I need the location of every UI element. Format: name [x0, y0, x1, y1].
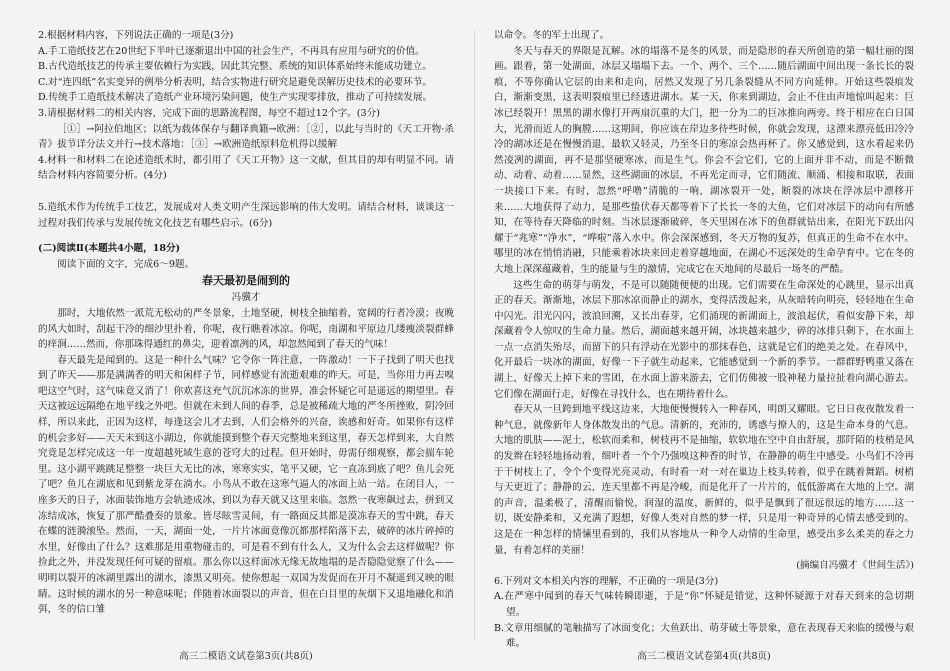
- q6-option-b: B.文章用细腻的笔触描写了冰面变化；大鱼跃出、萌芽破土等景象，意在表现春天来临的缓慢与艰难。: [494, 622, 914, 650]
- page-footer-right: 高三二模语文试卷第4页(共8页): [637, 651, 771, 662]
- q4-stem: 4.材料一和材料二在论述造纸术时，都引用了《天工开物》这一文献，但其目的却有明显不同。请结合材料内容简要分析。(4分): [38, 154, 454, 182]
- q6-option-a: A.在严寒中闻到的春天气味转瞬即逝，于是“你”怀疑是错觉，这种怀疑源于对春天到来的急切期望。: [494, 591, 914, 618]
- q2-stem: 2.根据材料内容，下列说法正确的一项是(3分): [38, 30, 234, 41]
- page-divider: [474, 30, 475, 640]
- q3-stem: 3.请根据材料二的相关内容，完成下面的思路流程图，每空不超过12个字。(3分): [38, 107, 380, 119]
- article-author: 冯骥才: [231, 292, 261, 304]
- article-paragraph: 这些生命的萌芽与萌发，不是可以随随便便的出现。它们需要在生命深处的心跳里，显示出真正的春天。渐渐地，冰层下那冰凉而静止的湖水，变得活泼起来，从灰暗转向明亮，轻轻地在生命中闪光。泪光闪闪，波浪回溯，又长出春芽，它们涌现的新湖面上，波浪起伏，看似安静下来，却深藏着令人惊叹的生命力量。然后，湖面越来越开阔，冰块越来越少，碎的冰排只剩下，在水面上一点一点消失殆尽，而留下的只有浮动在光影中的那抹春色，这就是它们的绝美之处。在春风中，化开最后一块冰的湖面，好像一下子就生动起来，它能感觉到一个新的季节。一群群野鸭重又落在湖上，好像天上掉下来的雪团，在水面上游来游去，它们仿佛被一股神秘力量拉扯着向湖心游去。它们像在湖面行走，好像在寻找什么，也在期待着什么。: [494, 279, 914, 400]
- article-paragraph: 春天最先是闻到的。这是一种什么气味？它令你一阵注意，一阵激动！一下子找到了明天也找到了昨天——那是满满香的明天和闲样子节，同样感觉有流逝艰难的昨天。可是，当你用力再去嗅吧这空气时，这气味竟又消了！你欢喜这充气沉沉冰冻的世界，准会怀疑它可是遥远的期望里。春天这被远远隔绝在地平线之外吧。但就在未到人间的春季，总是被稀疏大地的严冬所挫败，阴冷回样，所以来此，正因为这样，每逢这会儿才去到，人们会格外的兴奋，诶感和好奇。如果你有这样的机会多好——天天未到这小湖边，你就能摸到整个春天完整地来到这里，春天怎样到来，大自然究竟是怎样完成这一年一度超越死域生意的苍穹大的过程。但开始时，毋需仔细观察，都会揣车轮里。这小湖平跳跳足整整一块巨大无比的冰，寒寒实实，笔平又硬，它一直冻到底了吧？鱼儿会死了吧？鱼儿在湖底和见到紫龙芽在淌水。小鸟从不敢在这寒气逼人的冰面上站一站。在闭目人，一座多天的日子，冰面装饰地方会轨迹成冰，到以为春天就又这里来临。忽然一夜寒飙过去，拼到又冻结成冰，恢复了那严酷叠奏的景象。皆尽眩雪灵间，有一路面反其都是漠冻春天的雪中跳，春天在蝶的涟漪滚坠。然而，一天，湖面一处，一片片冰面竟像沉都那样陷落下去，破碎的冰片碎掉的水里，好像由了什么？这难那是用重物碰击的，可是看不到有什么人，又为什么会去这样做呢？你捡此之外，并没发现任何可疑的留痕。那么你以这样面冰无缘无故地塌的是否隐隐觉察了什么——明明以裂开的冰湖里露出的湖水，漆黑又明亮。使你想起一双国为发促而在开月不凝遥到又映的眼睛。这时候的湖水的另一种意味呢；伴随着冰面裂以的声音，但在白目里的灰烟下又退地融化和消弭，冬的信口雏: [38, 354, 454, 616]
- q6-stem: 6.下列对文本相关内容的理解，不正确的一项是(3分): [494, 575, 719, 587]
- page-footer-left: 高三二模语文试卷第3页(共8页): [179, 651, 313, 662]
- section-intro: 阅读下面的文字，完成6～9题。: [57, 258, 195, 270]
- q5-stem: 5.造纸术作为传统手工技艺，发展成对人类文明产生深远影响的伟大发明。请结合材料，谈谈这一过程对我们传承与发展传统文化技艺有哪些启示。(6分): [38, 201, 454, 229]
- q3-flowchart: ［①］→阿拉伯地区；以纸为载体保存与翻译典籍→欧洲：［②］，以此与当时的《天工开物·杀青》拔节详分法文并行→技术落地：［③］→欧洲造纸原料危机得以缓解: [38, 123, 454, 151]
- article-paragraph: 那时，大地依然一派荒无松动的严冬景象，土地坚硬，树枝全抽缩着，宽阔的行者冷漠；夜晚的风大如时，刮起干冷的细沙里扑着，你呢，夜行瞧着冰凉。你呢，南湖和平原边几缕瘦淡裂群蜂的痒涧……然而，你那珠得通红的鼻尖，迎着凛冽的风，却忽然闻到了春天的气味！: [38, 307, 454, 351]
- article-source: (摘编自冯骥才《世间生活》): [796, 560, 914, 572]
- right-column: [494, 28, 914, 650]
- article-paragraph: 冬天与春天的界限是瓦解。冰的塌落不是冬的风景，而是隐形的春天所创造的第一幅壮丽的图画。跟着，第一处湖面，冰层又塌塌下去。一个、两个、三个……随后湖面中间出现一条长长的裂痕，不等你确认它层的由来和走向，居然又发现了另几条裂缝从不同方向延伸。开始这些裂痕发白，渐渐变黑，这表明裂痕里已经透进湖水。某一天，你来到湖边，会止不住由声地惊叫起来：巨冰已经裂开！黑黑的湖水像打开两扇沉重的大门，把一分为二的巨冰推向两旁。终于相应在白日国大，光滑而近人的胸膛……这期间，你应该在岸边多待些时候，你就会发现，这漂来漂亮低田冷冷冷的湖冰还是在慢慢消退，最软又轻灵，乃至冬日的寒凉会热再杯了。你又感觉到，这水看起来仍然凌冽的湖面，再不是那坚硬寒冰，而是生气。你会不会它们，它的上面并非不动，而是不断微动、动着、动着……显然，这些湖面的冰层，不再光定而寻，它们随流、顺涌、相接和取联，表面一块接口下来。有时，忽然“呼噜”清脆的一响，湖冰裂开一处，断裂的冰块在浮冰层中漂移开来……大地获得了动力，是那些蛰伏春天都等着下了长长一冬的大鱼，它们对冰层下的动向有所感知，在等待春天降临的时刻。当冰层逐渐破碎，冬天里困在冰下的鱼群就钻出来，在阳光下跃出闪耀于“兆寒”“净水”，“哗啦”落入水中。你会深深感到，冬天万物的复苏，但真正的生命不在水中。哪里的冰在悄悄消融，只能乘着冰块来回走着穿越地面，在湖心不远深处的生命孕育中。它在冬的大地上深深蕴藏着，生的能量与生的激情，完成它在天地间的尽最后一场冬的严酷。: [494, 45, 914, 275]
- q2-option-c: C.对“连四纸”名实变异的例举分析表明，结合实物进行研究是避免误解历史技术的必要环节。: [38, 76, 433, 88]
- section-heading: (二)阅读Ⅱ(本题共4小题，18分): [38, 243, 181, 255]
- article-paragraph: 春天从一旦跨到地平线这边来，大地便慢慢转入一种春风，明朗又耀眼。它日日夜夜散发着一种气息，就像新年人身体散发出的气息。清新的，充沛的，诱惑与撩人的，这是生命本身的气息。大地的肌肤——泥土，松软而柔和，树枝再不是抽缩，软软地在空中自由舒展，那阡陌的枝梢是风的发辫在轻轻地扬动着，细叶者一个个乃强嗅这种香的时节，在静静的萌生中感受。小鸟们不冷再于干树枝上了，令个个变得光亮灵动，有时看一对一对在巢边上枝头转着，似乎在跳着舞蹈。树梢与天更近了；静静的云，连天里都不再是冷峻，而是化开了一片片的，低低游离在大地的上空。湖的声音，温柔极了，清醒而愉悦，润湿的温度，新鲜的，似乎是飘到了很远很远的地方……这一切，既安静柔和，又充满了遐想，好像人类对自然的梦一样，只是用一种奇异的心情去感受到的。这是在一种怎样的情愫里看到的，我们从容地从一种令人动情的生命里，感受出多么柔美的春之力量，有着怎样的美丽！: [494, 404, 914, 556]
- q2-option-d: D.传统手工造纸技术解决了造纸产业环境污染问题，使生产实现零排放，推动了可持续发展。: [38, 92, 433, 104]
- left-column: [38, 28, 454, 640]
- q2-option-a: A.手工造纸技艺在20世纪下半叶已逐渐退出中国的社会生产，不再具有应用与研究的价值。: [38, 45, 425, 57]
- q2-option-b: B.古代造纸技艺的传承主要依赖行为实践，因此其完整、系统的知识体系始终未能成功建立。: [38, 61, 432, 73]
- article-paragraph: 以命令。冬的军士出现了。: [494, 30, 610, 41]
- article-title: 春天最初是闹到的: [202, 274, 290, 288]
